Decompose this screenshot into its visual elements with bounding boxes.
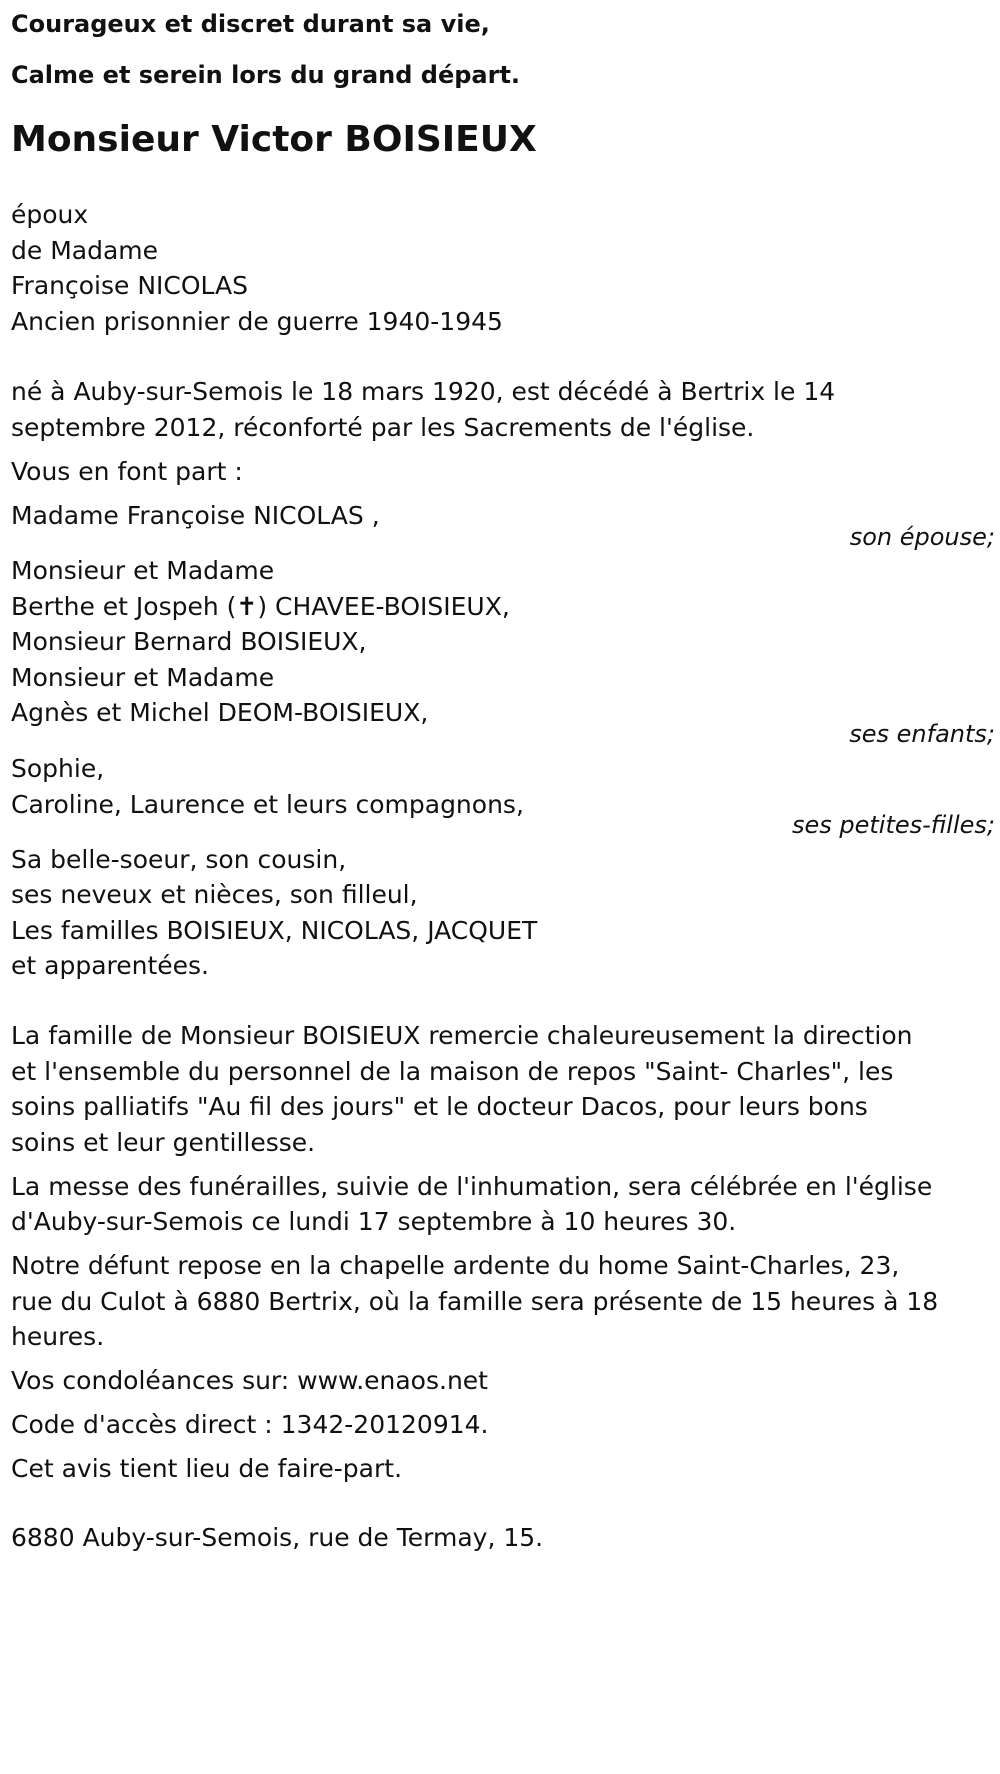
address-line: 6880 Auby-sur-Semois, rue de Termay, 15. — [11, 1523, 544, 1552]
rest-line: heures. — [11, 1322, 105, 1351]
condolences-line: Vos condoléances sur: www.enaos.net — [11, 1366, 488, 1395]
status-line: Ancien prisonnier de guerre 1940-1945 — [11, 307, 503, 336]
status-line: époux — [11, 200, 89, 229]
children-relation: ses enfants; — [849, 720, 995, 748]
thanks-line: et l'ensemble du personnel de la maison de repos "Saint- Charles", les — [11, 1057, 894, 1086]
thanks-line: La famille de Monsieur BOISIEUX remercie chaleureusement la direction — [11, 1021, 913, 1050]
spouse-relation: son épouse; — [849, 523, 995, 551]
access-code-line: Code d'accès direct : 1342-20120914. — [11, 1410, 489, 1439]
family-line: Sa belle-soeur, son cousin, — [11, 845, 347, 874]
children-line: Berthe et Jospeh (✝) CHAVEE-BOISIEUX, — [11, 592, 510, 621]
family-line: Les familles BOISIEUX, NICOLAS, JACQUET — [11, 916, 538, 945]
mass-line: La messe des funérailles, suivie de l'inhumation, sera célébrée en l'église — [11, 1172, 933, 1201]
children-line: Agnès et Michel DEOM-BOISIEUX, — [11, 698, 429, 727]
children-line: Monsieur Bernard BOISIEUX, — [11, 627, 367, 656]
thanks-line: soins et leur gentillesse. — [11, 1128, 316, 1157]
death-line: septembre 2012, réconforté par les Sacrements de l'église. — [11, 413, 755, 442]
announce-line: Vous en font part : — [11, 457, 243, 486]
deceased-name: Monsieur Victor BOISIEUX — [11, 119, 537, 160]
rest-line: rue du Culot à 6880 Bertrix, où la famille sera présente de 15 heures à 18 — [11, 1287, 939, 1316]
status-line: Françoise NICOLAS — [11, 271, 249, 300]
children-line: Monsieur et Madame — [11, 556, 275, 585]
motto-line-2: Calme et serein lors du grand départ. — [11, 61, 521, 89]
thanks-line: soins palliatifs "Au fil des jours" et le docteur Dacos, pour leurs bons — [11, 1092, 868, 1121]
status-line: de Madame — [11, 236, 159, 265]
notice-line: Cet avis tient lieu de faire-part. — [11, 1454, 403, 1483]
granddaughters-relation: ses petites-filles; — [791, 811, 995, 839]
motto-line-1: Courageux et discret durant sa vie, — [11, 10, 490, 38]
mass-line: d'Auby-sur-Semois ce lundi 17 septembre à 10 heures 30. — [11, 1207, 737, 1236]
spouse-line: Madame Françoise NICOLAS , — [11, 501, 380, 530]
death-line: né à Auby-sur-Semois le 18 mars 1920, est décédé à Bertrix le 14 — [11, 377, 836, 406]
granddaughters-line: Caroline, Laurence et leurs compagnons, — [11, 790, 524, 819]
family-line: ses neveux et nièces, son filleul, — [11, 880, 418, 909]
family-line: et apparentées. — [11, 951, 209, 980]
granddaughters-line: Sophie, — [11, 754, 105, 783]
rest-line: Notre défunt repose en la chapelle ardente du home Saint-Charles, 23, — [11, 1251, 900, 1280]
children-line: Monsieur et Madame — [11, 663, 275, 692]
